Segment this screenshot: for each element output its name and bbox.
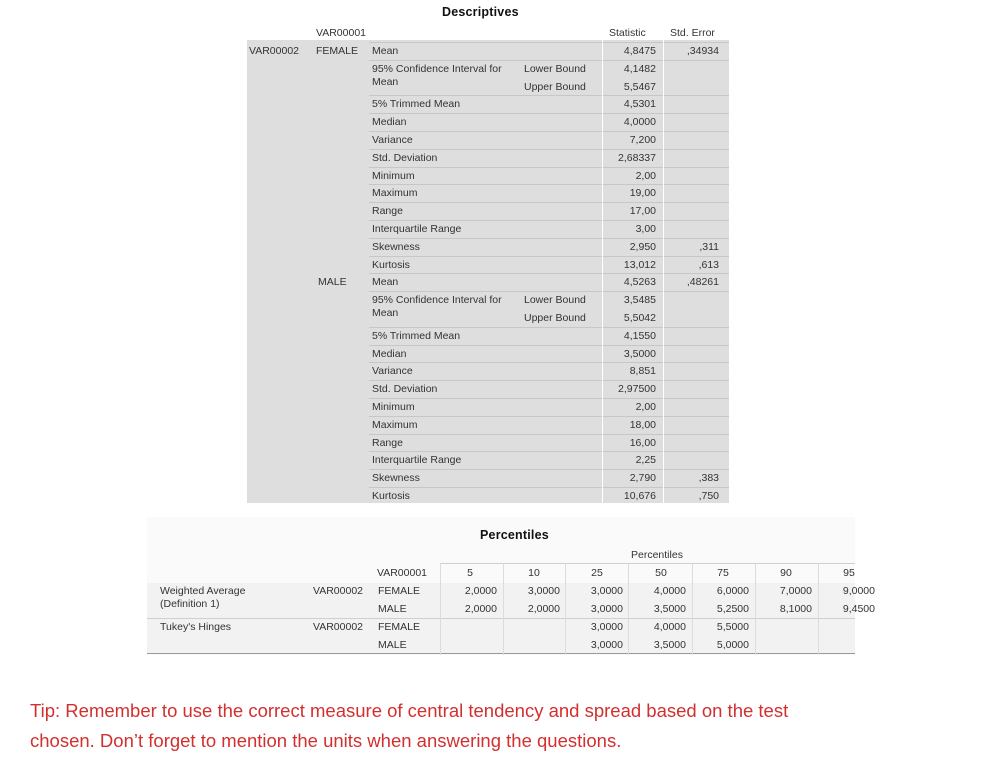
group-label-female: FEMALE bbox=[316, 45, 359, 57]
bound-label: Lower Bound bbox=[524, 62, 586, 75]
statistic-label: 5% Trimmed Mean bbox=[372, 329, 461, 342]
column-divider bbox=[602, 40, 603, 503]
method-label: Tukey's Hinges bbox=[160, 621, 232, 633]
percentile-value: 3,5000 bbox=[653, 603, 686, 615]
statistic-value: 4,1550 bbox=[623, 329, 656, 342]
column-divider bbox=[692, 563, 693, 655]
percentile-value: 2,0000 bbox=[527, 603, 560, 615]
bound-label: Lower Bound bbox=[524, 294, 586, 307]
statistic-label: Maximum bbox=[372, 187, 418, 200]
statistic-value: 18,00 bbox=[629, 418, 656, 431]
row-divider bbox=[369, 60, 730, 61]
statistic-value: 5,5042 bbox=[623, 312, 656, 324]
statistic-value: 4,8475 bbox=[623, 45, 656, 57]
statistic-value: 2,790 bbox=[629, 472, 656, 485]
statistic-value: 7,200 bbox=[629, 134, 656, 146]
row-divider bbox=[369, 149, 730, 150]
std-error-value: ,34934 bbox=[686, 45, 719, 57]
group-label-male: MALE bbox=[318, 276, 347, 289]
row-divider bbox=[369, 273, 730, 274]
statistic-value: 2,00 bbox=[635, 169, 656, 182]
row-divider bbox=[369, 202, 730, 203]
statistic-value: 3,00 bbox=[635, 223, 656, 235]
statistic-value: 3,5000 bbox=[623, 347, 656, 360]
row-divider bbox=[369, 451, 730, 452]
percentile-value: 3,0000 bbox=[590, 621, 623, 633]
row-divider bbox=[369, 291, 730, 292]
percentile-column-header: 95 bbox=[843, 567, 855, 579]
percentile-value: 3,5000 bbox=[653, 639, 686, 651]
percentile-value: 5,2500 bbox=[716, 603, 749, 615]
statistic-value: 2,950 bbox=[629, 240, 656, 253]
percentile-column-header: 10 bbox=[528, 567, 540, 579]
percentile-value: 9,4500 bbox=[842, 603, 875, 615]
percentile-value: 3,0000 bbox=[590, 639, 623, 651]
std-error-value: ,48261 bbox=[686, 276, 719, 289]
statistic-label: Kurtosis bbox=[372, 490, 410, 502]
percentiles-title: Percentiles bbox=[480, 528, 549, 542]
statistic-label: Mean bbox=[372, 45, 399, 57]
statistic-label: Variance bbox=[372, 365, 413, 378]
row-divider bbox=[369, 95, 730, 96]
statistic-value: 8,851 bbox=[629, 365, 656, 378]
row-divider bbox=[369, 345, 730, 346]
statistic-value: 2,68337 bbox=[618, 151, 656, 164]
percentile-value: 8,1000 bbox=[779, 603, 812, 615]
statistic-label: Interquartile Range bbox=[372, 454, 462, 467]
statistic-label: Kurtosis bbox=[372, 258, 410, 271]
statistic-value: 4,5301 bbox=[623, 98, 656, 111]
row-divider bbox=[369, 113, 730, 114]
statistic-label: Variance bbox=[372, 134, 413, 146]
statistic-label: Median bbox=[372, 116, 407, 129]
descriptives-row-var: VAR00002 bbox=[249, 45, 300, 57]
percentile-value: 2,0000 bbox=[464, 585, 497, 597]
row-divider bbox=[369, 416, 730, 417]
row-divider bbox=[369, 434, 730, 435]
percentile-group-label: MALE bbox=[378, 603, 407, 615]
std-error-value: ,613 bbox=[698, 258, 719, 271]
statistic-label: Std. Deviation bbox=[372, 151, 438, 164]
percentile-column-header: 25 bbox=[591, 567, 603, 579]
bound-label: Upper Bound bbox=[524, 80, 586, 93]
bound-label: Upper Bound bbox=[524, 312, 586, 324]
percentiles-column-var: VAR00001 bbox=[377, 567, 428, 579]
row-divider bbox=[369, 380, 730, 381]
percentile-value: 4,0000 bbox=[653, 621, 686, 633]
percentile-value: 9,0000 bbox=[842, 585, 875, 597]
std-error-value: ,750 bbox=[698, 490, 719, 502]
percentile-group-label: FEMALE bbox=[378, 585, 421, 597]
statistic-value: 3,5485 bbox=[623, 294, 656, 307]
statistic-label: Range bbox=[372, 205, 403, 218]
statistic-value: 2,00 bbox=[635, 401, 656, 413]
percentile-value: 3,0000 bbox=[590, 585, 623, 597]
row-divider bbox=[369, 256, 730, 257]
tip-line-1: Tip: Remember to use the correct measure of central tendency and spread based on the test bbox=[30, 700, 789, 721]
percentile-value: 2,0000 bbox=[464, 603, 497, 615]
descriptives-column-var: VAR00001 bbox=[316, 27, 367, 39]
statistic-value: 4,1482 bbox=[623, 62, 656, 75]
column-divider bbox=[628, 563, 629, 655]
method-label: Weighted Average bbox=[160, 585, 246, 597]
statistic-column-header: Statistic bbox=[609, 27, 646, 39]
method-label-cont: (Definition 1) bbox=[160, 598, 220, 610]
statistic-label: Minimum bbox=[372, 401, 415, 413]
percentile-column-header: 90 bbox=[780, 567, 792, 579]
statistic-label: Skewness bbox=[372, 240, 420, 253]
statistic-value: 16,00 bbox=[629, 436, 656, 449]
column-divider bbox=[818, 563, 819, 655]
statistic-value: 10,676 bbox=[623, 490, 656, 502]
statistic-value: 2,97500 bbox=[618, 383, 656, 396]
row-divider bbox=[369, 131, 730, 132]
row-divider bbox=[369, 184, 730, 185]
percentile-column-header: 5 bbox=[467, 567, 473, 579]
statistic-value: 4,0000 bbox=[623, 116, 656, 129]
percentile-value: 3,0000 bbox=[527, 585, 560, 597]
descriptives-title: Descriptives bbox=[442, 5, 519, 19]
column-divider bbox=[729, 20, 730, 503]
row-divider bbox=[369, 238, 730, 239]
statistic-label: 95% Confidence Interval for bbox=[372, 294, 502, 307]
percentile-value: 5,5000 bbox=[716, 621, 749, 633]
row-divider bbox=[369, 167, 730, 168]
column-divider bbox=[565, 563, 566, 655]
statistic-label: 95% Confidence Interval for bbox=[372, 62, 502, 75]
statistic-label: Minimum bbox=[372, 169, 415, 182]
statistic-label: Mean bbox=[372, 276, 399, 289]
row-divider bbox=[369, 362, 730, 363]
std-error-value: ,383 bbox=[698, 472, 719, 485]
tip-line-2: chosen. Don’t forget to mention the units when answering the questions. bbox=[30, 730, 622, 751]
statistic-label: Skewness bbox=[372, 472, 420, 485]
percentile-value: 7,0000 bbox=[779, 585, 812, 597]
table-bottom-border bbox=[147, 653, 855, 654]
statistic-label: Interquartile Range bbox=[372, 223, 462, 235]
percentile-group-label: FEMALE bbox=[378, 621, 421, 633]
column-divider bbox=[440, 563, 441, 655]
statistic-value: 4,5263 bbox=[623, 276, 656, 289]
statistic-label: 5% Trimmed Mean bbox=[372, 98, 461, 111]
statistic-label: Maximum bbox=[372, 418, 418, 431]
statistic-value: 5,5467 bbox=[623, 80, 656, 93]
statistic-label-cont: Mean bbox=[372, 75, 399, 88]
statistic-value: 17,00 bbox=[629, 205, 656, 218]
percentiles-super-header: Percentiles bbox=[631, 549, 683, 561]
percentile-value: 3,0000 bbox=[590, 603, 623, 615]
column-divider bbox=[755, 563, 756, 655]
statistic-label: Range bbox=[372, 436, 403, 449]
descriptives-table bbox=[247, 0, 730, 503]
row-divider bbox=[369, 398, 730, 399]
row-divider bbox=[369, 487, 730, 488]
statistic-value: 2,25 bbox=[635, 454, 656, 467]
std-error-value: ,311 bbox=[699, 240, 719, 253]
row-divider bbox=[147, 618, 855, 619]
percentile-column-header: 50 bbox=[655, 567, 667, 579]
row-divider bbox=[369, 327, 730, 328]
percentile-group-label: MALE bbox=[378, 639, 407, 651]
std-error-column-header: Std. Error bbox=[670, 27, 715, 39]
column-divider bbox=[663, 20, 664, 503]
percentile-value: 6,0000 bbox=[716, 585, 749, 597]
row-divider bbox=[369, 42, 730, 43]
statistic-label-cont: Mean bbox=[372, 307, 399, 320]
percentile-row-var: VAR00002 bbox=[313, 585, 364, 597]
percentile-value: 5,0000 bbox=[716, 639, 749, 651]
percentile-column-header: 75 bbox=[717, 567, 729, 579]
percentile-row-var: VAR00002 bbox=[313, 621, 364, 633]
percentile-value: 4,0000 bbox=[653, 585, 686, 597]
row-divider bbox=[369, 220, 730, 221]
statistic-value: 13,012 bbox=[623, 258, 656, 271]
row-divider bbox=[369, 469, 730, 470]
statistic-label: Median bbox=[372, 347, 407, 360]
column-divider bbox=[503, 563, 504, 655]
statistic-label: Std. Deviation bbox=[372, 383, 438, 396]
statistic-value: 19,00 bbox=[629, 187, 656, 200]
